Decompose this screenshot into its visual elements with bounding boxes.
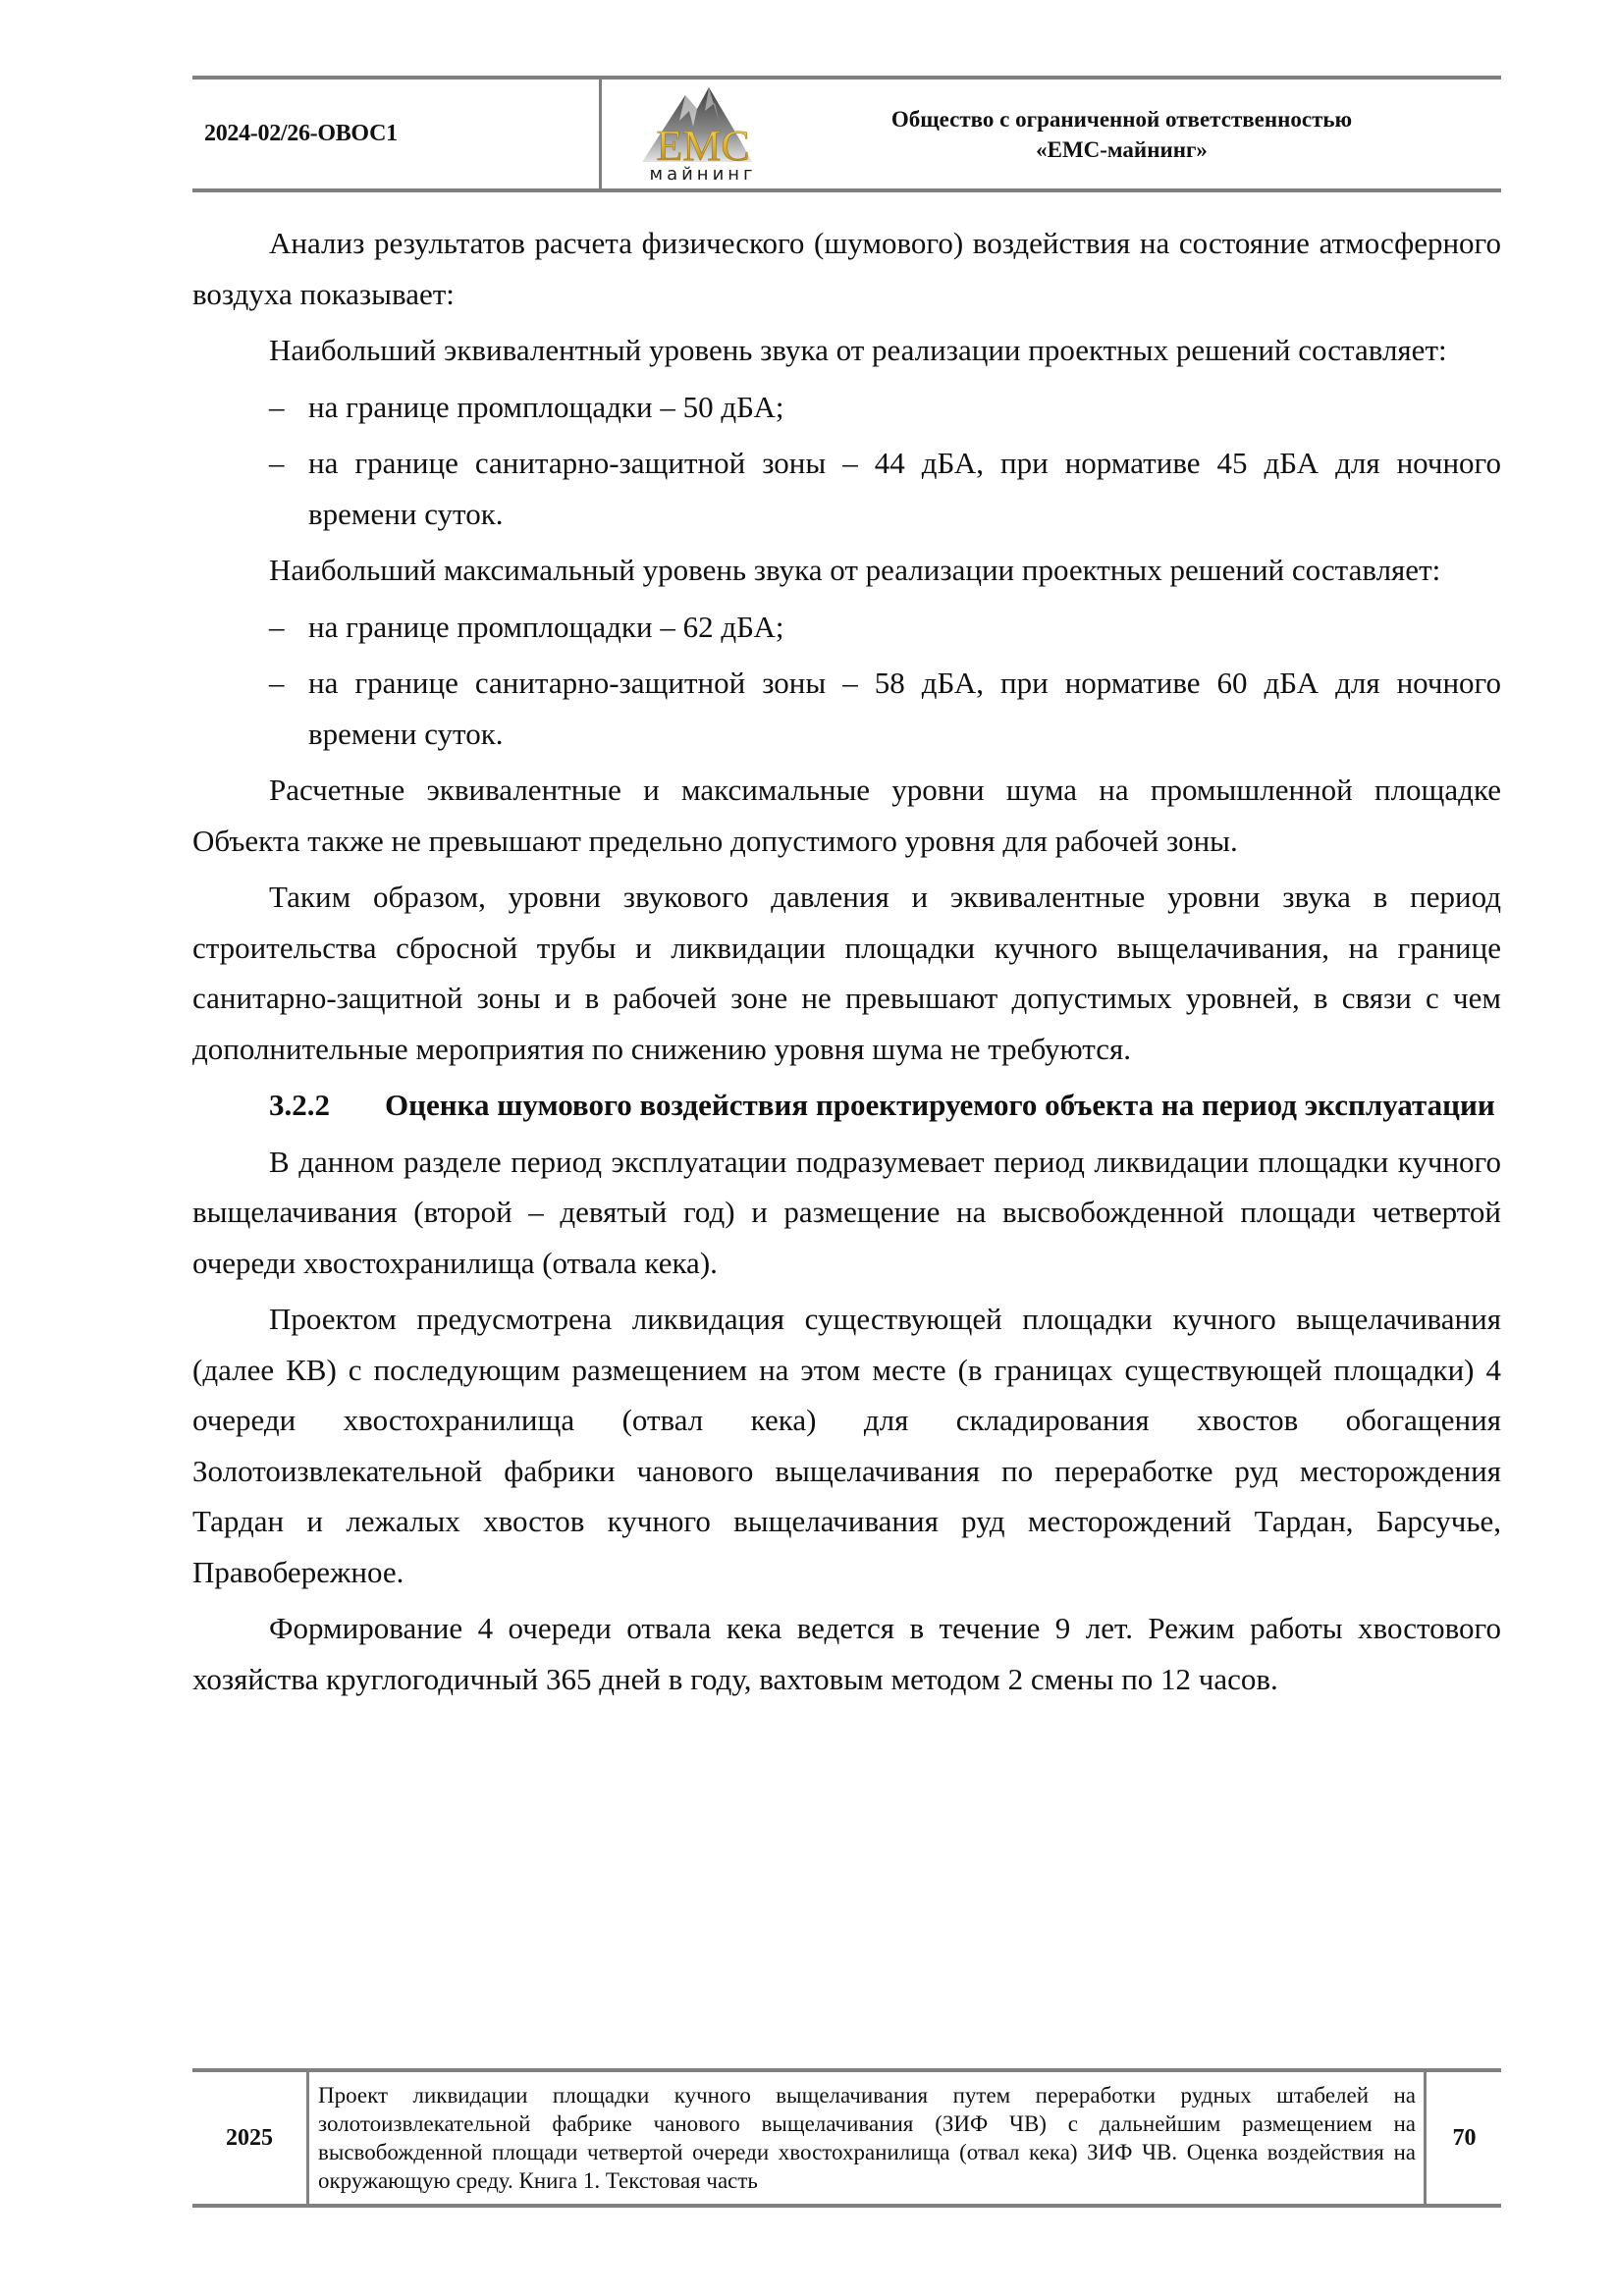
bullet-dash: – xyxy=(269,389,285,424)
svg-text:EMC: EMC xyxy=(656,122,750,170)
paragraph-calculated-levels: Расчетные эквивалентные и максимальные уровни шума на промышленной площадке Объекта также не превышают предельно допустимого уровня для рабочей зоны. xyxy=(192,773,1501,858)
list-item-text: на границе санитарно-защитной зоны – 44 дБА, при нормативе 45 дБА для ночного времени суток. xyxy=(308,446,1501,531)
list-item xyxy=(192,602,1501,653)
company-name-line1: Общество с ограниченной ответственностью xyxy=(890,106,1353,132)
list-item xyxy=(192,658,1501,759)
paragraph-conclusion: Таким образом, уровни звукового давления и эквивалентные уровни звука в период строительства сбросной трубы и ликвидации площадки кучного выщелачивания, на границе санитарно-защитной зоны и в рабочей зоне не превышают допустимых уровней, в связи с чем дополнительные мероприятия по снижению уровня шума не требуются. xyxy=(192,880,1501,1066)
document-body xyxy=(192,218,1501,1710)
paragraph-operation-period: В данном разделе период эксплуатации подразумевает период ликвидации площадки кучного выщелачивания (второй – девятый год) и размещение на высвобожденной площади четвертой очереди хвостохранилища (отвала кека). xyxy=(192,1144,1501,1280)
footer-project-title xyxy=(318,2072,1416,2204)
paragraph-project-description: Проектом предусмотрена ликвидация существующей площадки кучного выщелачивания (далее КВ) с последующим размещением на этом месте (в границах существующей площадки) 4 очереди хвостохранилища (отвал кека) для складирования хвостов обогащения Золотоизвлекательной фабрики чанового выщелачивания по переработке руд месторождения Тардан и лежалых хвостов кучного выщелачивания руд месторождений Тардан, Барсучье, Правобережное. xyxy=(192,1302,1501,1589)
list-item xyxy=(192,382,1501,433)
company-name-line2: «ЕМС-майнинг» xyxy=(1036,136,1208,162)
page-number: 70 xyxy=(1452,2124,1477,2151)
list-item xyxy=(192,438,1501,539)
list-item-text: на границе промплощадки – 62 дБА; xyxy=(308,609,784,644)
document-code: 2024-02/26-ОВОС1 xyxy=(204,121,398,146)
paragraph-max-level: Наибольший максимальный уровень звука от реализации проектных решений составляет: xyxy=(269,553,1441,587)
footer-divider-right xyxy=(1424,2072,1427,2204)
footer-divider-left xyxy=(306,2072,309,2204)
section-heading xyxy=(192,1080,1501,1131)
company-name xyxy=(742,80,1501,188)
section-title: Оценка шумового воздействия проектируемого объекта на период эксплуатации xyxy=(385,1088,1495,1122)
bullet-dash: – xyxy=(269,666,285,700)
bullet-dash: – xyxy=(269,609,285,644)
paragraph-analysis-intro: Анализ результатов расчета физического (шумового) воздействия на состояние атмосферного воздуха показывает: xyxy=(192,226,1501,311)
bullet-dash: – xyxy=(269,446,285,480)
footer-project-title-text: Проект ликвидации площадки кучного выщелачивания путем переработки рудных штабелей на золотоизвлекательной фабрике чанового выщелачивания (ЗИФ ЧВ) с дальнейшим размещением на высвобожденной площади четвертой очереди хвостохранилища (отвал кека) ЗИФ ЧВ. Оценка воздействия на окружающую среду. Книга 1. Текстовая часть xyxy=(318,2083,1416,2193)
section-number: 3.2.2 xyxy=(269,1088,330,1122)
list-item-text: на границе санитарно-защитной зоны – 58 дБА, при нормативе 60 дБА для ночного времени суток. xyxy=(308,666,1501,751)
svg-text:майнинг: майнинг xyxy=(649,164,757,185)
header-divider xyxy=(599,80,602,188)
footer-year: 2025 xyxy=(226,2124,273,2151)
page-header xyxy=(192,76,1501,192)
page-footer xyxy=(192,2068,1501,2208)
paragraph-equivalent-level: Наибольший эквивалентный уровень звука от реализации проектных решений составляет: xyxy=(269,333,1447,367)
paragraph-work-schedule: Формирование 4 очереди отвала кека ведется в течение 9 лет. Режим работы хвостового хозяйства круглогодичный 365 дней в году, вахтовым методом 2 смены по 12 часов. xyxy=(192,1611,1501,1696)
list-item-text: на границе промплощадки – 50 дБА; xyxy=(308,389,784,424)
